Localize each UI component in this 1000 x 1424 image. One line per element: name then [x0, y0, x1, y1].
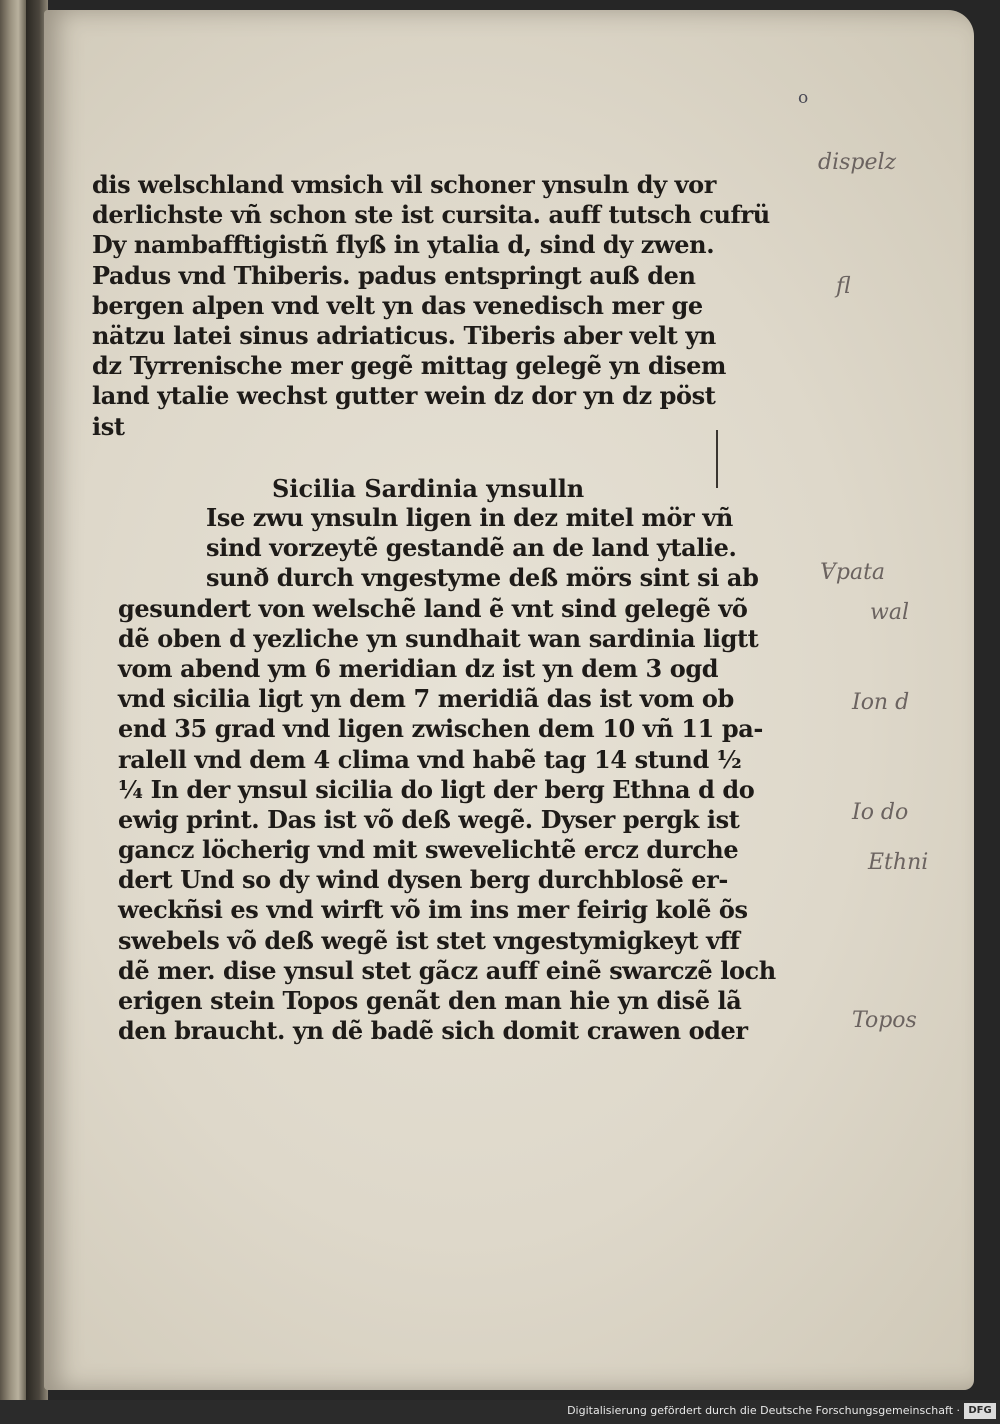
text-line: dẽ mer. dise ynsul stet gãcz auff einẽ swarczẽ loch	[118, 955, 776, 985]
text-line: Dy nambafftigistñ flyß in ytalia d, sind dy zwen.	[92, 230, 715, 260]
text-line: bergen alpen vnd velt yn das venedisch mer ge	[92, 290, 703, 320]
text-line: weckñsi es vnd wirft võ im ins mer feirig kolẽ õs	[118, 895, 748, 925]
section-heading: Sicilia Sardinia ynsulln	[272, 474, 585, 503]
text-block-body	[118, 503, 828, 1046]
margin-annotation: Ethni	[868, 850, 929, 875]
text-line: swebels võ deß wegẽ ist stet vngestymigkeyt vff	[118, 925, 740, 955]
text-line: gesundert von welschẽ land ẽ vnt sind gelegẽ võ	[118, 593, 748, 623]
text-line: dis welschland vmsich vil schoner ynsuln dy vor	[92, 170, 717, 199]
text-block-top	[92, 170, 822, 442]
facing-page-edge	[0, 0, 26, 1400]
text-line: Ise zwu ynsuln ligen in dez mitel mör vñ	[206, 503, 733, 532]
text-line: vom abend ym 6 meridian dz ist yn dem 3 ogd	[118, 653, 719, 683]
margin-annotation: dispelz	[818, 150, 897, 175]
margin-annotation: Ɐpata	[820, 560, 886, 585]
text-line: derlichste vñ schon ste ist cursita. auff tutsch cufrü	[92, 200, 770, 230]
text-line: dz Tyrrenische mer gegẽ mittag gelegẽ yn disem	[92, 351, 727, 381]
text-line: Padus vnd Thiberis. padus entspringt auß den	[92, 260, 696, 290]
text-line: erigen stein Topos genãt den man hie yn disẽ lã	[118, 986, 742, 1015]
margin-annotation: wal	[870, 600, 909, 625]
margin-annotation: Ion d	[852, 690, 910, 715]
margin-annotation: Topos	[852, 1008, 917, 1033]
text-line: ist	[92, 411, 125, 441]
text-line: dẽ oben d yezliche yn sundhait wan sardinia ligtt	[118, 623, 759, 653]
text-line: gancz löcherig vnd mit swevelichtẽ ercz durche	[118, 835, 739, 865]
text-line: nätzu latei sinus adriaticus. Tiberis aber velt yn	[92, 320, 716, 350]
folio-mark: o	[798, 88, 809, 108]
text-line: dert Und so dy wind dysen berg durchblosẽ er-	[118, 865, 728, 895]
text-line: den braucht. yn dẽ badẽ sich domit crawen oder	[118, 1016, 748, 1046]
text-line: end 35 grad vnd ligen zwischen dem 10 vñ 11 pa-	[118, 714, 763, 744]
ink-stroke	[716, 430, 718, 488]
text-line: vnd sicilia ligt yn dem 7 meridiã das ist vom ob	[118, 684, 734, 714]
text-line: ¼ In der ynsul sicilia do ligt der berg Ethna d do	[118, 774, 755, 804]
text-line: sind vorzeytẽ gestandẽ an de land ytalie.	[206, 533, 737, 563]
margin-annotation: Io do	[852, 800, 909, 825]
text-line: land ytalie wechst gutter wein dz dor yn dz pöst	[92, 381, 716, 411]
text-line: ewig print. Das ist võ deß wegẽ. Dyser pergk ist	[118, 804, 740, 834]
text-line: sunð durch vngestyme deß mörs sint si ab	[206, 563, 759, 593]
funding-credit: Digitalisierung gefördert durch die Deutsche Forschungsgemeinschaft ·	[567, 1404, 960, 1417]
text-line: ralell vnd dem 4 clima vnd habẽ tag 14 stund ½	[118, 744, 742, 774]
margin-annotation: fl	[836, 274, 851, 299]
dfg-logo: DFG	[964, 1403, 996, 1419]
